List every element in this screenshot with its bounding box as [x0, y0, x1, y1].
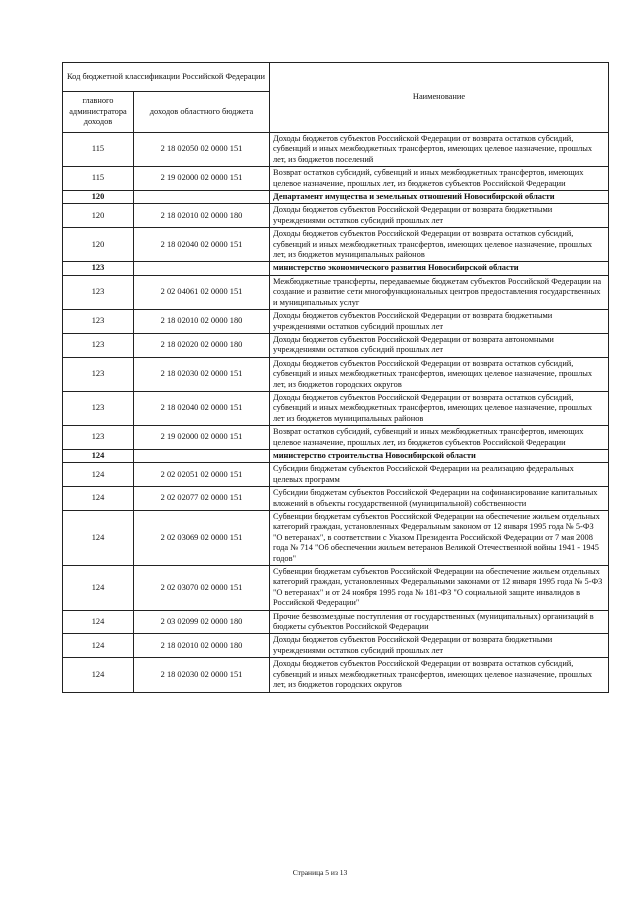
table-row	[63, 566, 609, 611]
admin-code-cell: 124	[63, 449, 134, 462]
admin-code-cell: 124	[63, 634, 134, 658]
table-body	[63, 133, 609, 693]
name-cell: министерство экономического развития Новосибирской области	[270, 262, 609, 275]
table-row	[63, 357, 609, 391]
department-row	[63, 191, 609, 204]
income-code-cell: 2 18 02040 02 0000 151	[134, 391, 270, 425]
income-code-cell: 2 19 02000 02 0000 151	[134, 167, 270, 191]
table-row	[63, 204, 609, 228]
table-row	[63, 658, 609, 692]
income-code-cell: 2 02 02051 02 0000 151	[134, 463, 270, 487]
page-number: Страница 5 из 13	[292, 868, 348, 877]
name-cell: Возврат остатков субсидий, субвенций и иных межбюджетных трансфертов, имеющих целевое назначение, прошлых лет, из бюджетов субъектов Российской Федерации	[270, 426, 609, 450]
table-row	[63, 634, 609, 658]
income-code-cell: 2 02 02077 02 0000 151	[134, 487, 270, 511]
income-code-cell	[134, 262, 270, 275]
name-cell: Доходы бюджетов субъектов Российской Федерации от возврата остатков субсидий, субвенций и иных межбюджетных трансфертов, имеющих целевое назначение, прошлых лет, из бюджетов поселений	[270, 133, 609, 167]
name-cell: Доходы бюджетов субъектов Российской Федерации от возврата остатков субсидий, субвенций и иных межбюджетных трансфертов, имеющих целевое назначение, прошлых лет из бюджетов муниципальных районов	[270, 391, 609, 425]
table-row	[63, 310, 609, 334]
name-cell: Доходы бюджетов субъектов Российской Федерации от возврата остатков субсидий, субвенций и иных межбюджетных трансфертов, имеющих целевое назначение, прошлых лет, из бюджетов городских округов	[270, 658, 609, 692]
admin-code-cell: 123	[63, 357, 134, 391]
admin-code-cell: 123	[63, 262, 134, 275]
name-cell: министерство строительства Новосибирской области	[270, 449, 609, 462]
income-code-cell: 2 02 03069 02 0000 151	[134, 511, 270, 566]
name-cell: Субсидии бюджетам субъектов Российской Федерации на софинансирование капитальных вложений в объекты государственной (муниципальной) собственности	[270, 487, 609, 511]
income-code-cell	[134, 449, 270, 462]
table-row	[63, 487, 609, 511]
header-income-code: доходов областного бюджета	[134, 92, 270, 133]
income-code-cell: 2 02 04061 02 0000 151	[134, 275, 270, 309]
admin-code-cell: 120	[63, 191, 134, 204]
header-code-group: Код бюджетной классификации Российской Федерации	[63, 63, 270, 92]
department-row	[63, 449, 609, 462]
name-cell: Межбюджетные трансферты, передаваемые бюджетам субъектов Российской Федерации на создание и развитие сети многофункциональных центров предоставления государственных и муниципальных услуг	[270, 275, 609, 309]
income-code-cell: 2 18 02050 02 0000 151	[134, 133, 270, 167]
table-row	[63, 133, 609, 167]
name-cell: Доходы бюджетов субъектов Российской Федерации от возврата остатков субсидий, субвенций и иных межбюджетных трансфертов, имеющих целевое назначение, прошлых лет, из бюджетов городских округов	[270, 357, 609, 391]
department-row	[63, 262, 609, 275]
table-row	[63, 426, 609, 450]
name-cell: Доходы бюджетов субъектов Российской Федерации от возврата автономными учреждениями остатков субсидий прошлых лет	[270, 333, 609, 357]
income-code-cell: 2 03 02099 02 0000 180	[134, 610, 270, 634]
admin-code-cell: 123	[63, 426, 134, 450]
admin-code-cell: 123	[63, 310, 134, 334]
admin-code-cell: 124	[63, 610, 134, 634]
income-code-cell: 2 02 03070 02 0000 151	[134, 566, 270, 611]
admin-code-cell: 120	[63, 228, 134, 262]
admin-code-cell: 123	[63, 391, 134, 425]
name-cell: Субвенции бюджетам субъектов Российской Федерации на обеспечение жильем отдельных категорий граждан, установленных Федеральными законами от 12 января 1995 года № 5-ФЗ "О ветеранах" и от 24 ноября 1995 года № 181-ФЗ "О социальной защите инвалидов в Российской Федерации"	[270, 566, 609, 611]
admin-code-cell: 124	[63, 658, 134, 692]
admin-code-cell: 123	[63, 275, 134, 309]
admin-code-cell: 124	[63, 487, 134, 511]
name-cell: Доходы бюджетов субъектов Российской Федерации от возврата бюджетными учреждениями остатков субсидий прошлых лет	[270, 204, 609, 228]
header-row	[63, 63, 609, 92]
name-cell: Доходы бюджетов субъектов Российской Федерации от возврата бюджетными учреждениями остатков субсидий прошлых лет	[270, 310, 609, 334]
income-code-cell: 2 18 02030 02 0000 151	[134, 658, 270, 692]
table-row	[63, 610, 609, 634]
admin-code-cell: 124	[63, 511, 134, 566]
income-code-cell	[134, 191, 270, 204]
table-row	[63, 167, 609, 191]
budget-classification-table	[62, 62, 609, 693]
name-cell: Субвенции бюджетам субъектов Российской Федерации на обеспечение жильем отдельных категорий граждан, установленных Федеральным законом от 12 января 1995 года № 5-ФЗ "О ветеранах", в соответствии с Указом Президента Российской Федерации от 7 мая 2008 года № 714 "Об обеспечении жильем ветеранов Великой Отечественной войны 1941 - 1945 годов"	[270, 511, 609, 566]
name-cell: Доходы бюджетов субъектов Российской Федерации от возврата остатков субсидий, субвенций и иных межбюджетных трансфертов, имеющих целевое назначение, прошлых лет, из бюджетов муниципальных районов	[270, 228, 609, 262]
income-code-cell: 2 18 02010 02 0000 180	[134, 634, 270, 658]
admin-code-cell: 124	[63, 566, 134, 611]
admin-code-cell: 115	[63, 133, 134, 167]
name-cell: Субсидии бюджетам субъектов Российской Федерации на реализацию федеральных целевых программ	[270, 463, 609, 487]
income-code-cell: 2 18 02010 02 0000 180	[134, 204, 270, 228]
name-cell: Прочие безвозмездные поступления от государственных (муниципальных) организаций в бюджеты субъектов Российской Федерации	[270, 610, 609, 634]
table-row	[63, 333, 609, 357]
income-code-cell: 2 18 02010 02 0000 180	[134, 310, 270, 334]
admin-code-cell: 115	[63, 167, 134, 191]
header-name: Наименование	[270, 63, 609, 133]
name-cell: Возврат остатков субсидий, субвенций и иных межбюджетных трансфертов, имеющих целевое назначение, прошлых лет, из бюджетов субъектов Российской Федерации	[270, 167, 609, 191]
income-code-cell: 2 18 02040 02 0000 151	[134, 228, 270, 262]
admin-code-cell: 123	[63, 333, 134, 357]
income-code-cell: 2 18 02020 02 0000 180	[134, 333, 270, 357]
name-cell: Доходы бюджетов субъектов Российской Федерации от возврата бюджетными учреждениями остатков субсидий прошлых лет	[270, 634, 609, 658]
table-row	[63, 275, 609, 309]
header-admin-code: главного администратора доходов	[63, 92, 134, 133]
income-code-cell: 2 18 02030 02 0000 151	[134, 357, 270, 391]
table-row	[63, 391, 609, 425]
admin-code-cell: 124	[63, 463, 134, 487]
table-row	[63, 228, 609, 262]
table-row	[63, 511, 609, 566]
admin-code-cell: 120	[63, 204, 134, 228]
table-row	[63, 463, 609, 487]
name-cell: Департамент имущества и земельных отношений Новосибирской области	[270, 191, 609, 204]
income-code-cell: 2 19 02000 02 0000 151	[134, 426, 270, 450]
